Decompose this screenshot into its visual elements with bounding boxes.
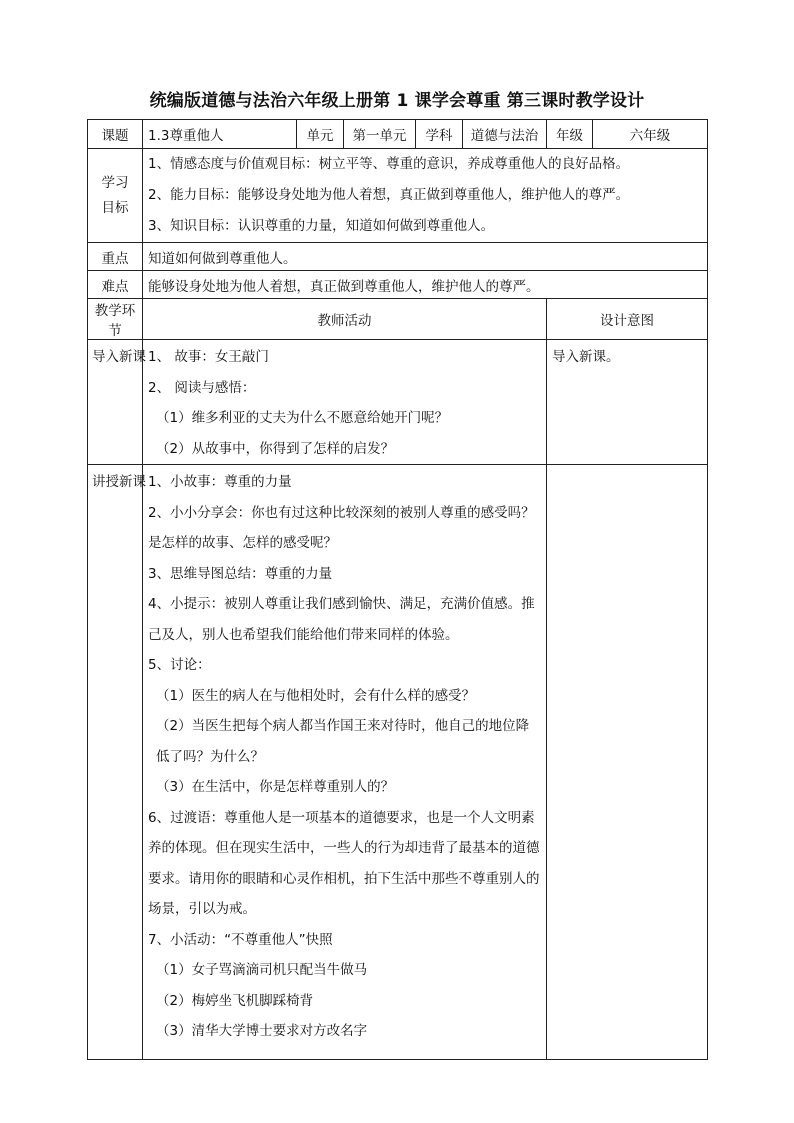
key-point-text: 知道如何做到尊重他人。	[143, 243, 708, 271]
goal-item: 3、知识目标：认识尊重的力量，知道如何做到尊重他人。	[148, 218, 495, 234]
goal-item: 2、能力目标：能够设身处地为他人着想，真正做到尊重他人，维护他人的尊严。	[148, 187, 630, 203]
unit-value: 第一单元	[344, 120, 416, 149]
intent-header: 设计意图	[547, 299, 708, 340]
teach-line: 6、过渡语：尊重他人是一项基本的道德要求，也是一个人文明素养的体现。但在现实生活中，一些人的行为却违背了最基本的道德要求。请用你的眼睛和心灵作相机，拍下生活中那些不尊重别人的场景，引以为戒。	[148, 809, 540, 917]
unit-label: 单元	[297, 120, 344, 149]
intro-line: （1）维多利亚的丈夫为什么不愿意给她开门呢？	[156, 410, 449, 426]
intro-line: 1、 故事：女王敲门	[148, 349, 269, 365]
key-point-row	[88, 243, 708, 271]
intro-activities	[143, 340, 547, 465]
info-row	[88, 120, 708, 149]
difficulty-row	[88, 271, 708, 299]
teach-line: （3）清华大学博士要求对方改名字	[156, 1023, 368, 1039]
subject-label: 学科	[416, 120, 463, 149]
teach-line: 7、小活动：“不尊重他人”快照	[148, 931, 333, 948]
intro-stage: 导入新课	[88, 340, 143, 465]
teach-line: 4、小提示：被别人尊重让我们感到愉快、满足，充满价值感。推己及人，别人也希望我们能给他们带来同样的体验。	[148, 596, 535, 643]
teach-intent	[547, 465, 708, 1060]
grade-value: 六年级	[593, 120, 708, 149]
teach-line: （1）女子骂滴滴司机只配当牛做马	[156, 962, 368, 978]
teach-line: （2）当医生把每个病人都当作国王来对待时，他自己的地位降低了吗？为什么？	[156, 718, 530, 765]
topic-value: 1.3尊重他人	[143, 120, 297, 149]
teach-line: 5、讨论：	[148, 657, 211, 673]
intro-line: 2、 阅读与感悟：	[148, 379, 256, 396]
grade-label: 年级	[547, 120, 593, 149]
intro-row	[88, 340, 708, 465]
goals-row	[88, 149, 708, 243]
topic-label: 课题	[88, 120, 143, 149]
teach-line: （3）在生活中，你是怎样尊重别人的？	[156, 779, 395, 795]
intro-intent: 导入新课。	[547, 340, 708, 465]
goal-item: 1、情感态度与价值观目标：树立平等、尊重的意识，养成尊重他人的良好品格。	[148, 156, 630, 172]
teach-row	[88, 465, 708, 1060]
teach-line: 2、小小分享会：你也有过这种比较深刻的被别人尊重的感受吗？是怎样的故事、怎样的感受呢？	[148, 504, 535, 551]
lesson-plan-table	[87, 119, 708, 1060]
section-header-row	[88, 299, 708, 340]
teach-line: 1、小故事：尊重的力量	[148, 474, 292, 490]
subject-value: 道德与法治	[463, 120, 547, 149]
teach-stage: 讲授新课	[88, 465, 143, 1060]
teach-activities	[143, 465, 547, 1060]
difficulty-text: 能够设身处地为他人着想，真正做到尊重他人，维护他人的尊严。	[143, 271, 708, 299]
goals-content	[143, 149, 708, 243]
key-point-label: 重点	[88, 243, 143, 271]
difficulty-label: 难点	[88, 271, 143, 299]
teach-line: 3、思维导图总结：尊重的力量	[148, 565, 333, 582]
activity-header: 教师活动	[143, 299, 547, 340]
document-title: 统编版道德与法治六年级上册第 1 课学会尊重 第三课时教学设计	[149, 91, 645, 111]
stage-header: 教学环节	[88, 299, 143, 340]
teach-line: （1）医生的病人在与他相处时，会有什么样的感受？	[156, 687, 476, 704]
teach-line: （2）梅婷坐飞机脚踩椅背	[156, 992, 314, 1009]
intro-line: （2）从故事中，你得到了怎样的启发？	[156, 440, 395, 457]
goals-label: 学习 目标	[88, 149, 143, 243]
